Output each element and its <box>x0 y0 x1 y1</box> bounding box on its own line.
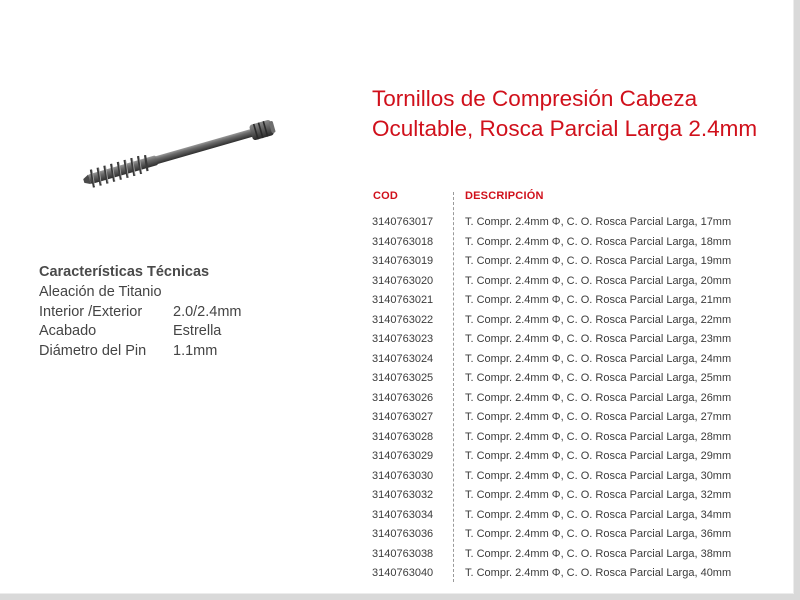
row-code: 3140763020 <box>372 274 434 287</box>
spec-row <box>39 322 242 342</box>
row-code: 3140763032 <box>372 489 434 501</box>
row-code: 3140763030 <box>372 469 434 482</box>
row-code: 3140763038 <box>372 547 434 560</box>
row-code: 3140763019 <box>372 255 434 267</box>
table-row <box>372 311 731 331</box>
row-description: T. Compr. 2.4mm Φ, C. O. Rosca Parcial Larga, 18mm <box>465 235 732 248</box>
row-description: T. Compr. 2.4mm Φ, C. O. Rosca Parcial Larga, 36mm <box>465 528 732 540</box>
row-description: T. Compr. 2.4mm Φ, C. O. Rosca Parcial Larga, 38mm <box>465 547 732 560</box>
row-description: T. Compr. 2.4mm Φ, C. O. Rosca Parcial Larga, 26mm <box>465 391 732 404</box>
row-description: T. Compr. 2.4mm Φ, C. O. Rosca Parcial Larga, 34mm <box>465 508 732 521</box>
row-code: 3140763024 <box>372 352 434 365</box>
row-description: T. Compr. 2.4mm Φ, C. O. Rosca Parcial Larga, 40mm <box>465 567 732 579</box>
row-code: 3140763040 <box>372 567 434 579</box>
row-code: 3140763017 <box>372 216 434 228</box>
table-row <box>372 350 731 370</box>
row-code: 3140763022 <box>372 313 434 326</box>
table-row <box>372 408 731 428</box>
row-code: 3140763027 <box>372 411 434 423</box>
specs-heading: Características Técnicas <box>39 264 210 280</box>
row-description: T. Compr. 2.4mm Φ, C. O. Rosca Parcial Larga, 19mm <box>465 255 732 267</box>
column-header-code: COD <box>373 190 399 202</box>
row-description: T. Compr. 2.4mm Φ, C. O. Rosca Parcial Larga, 28mm <box>465 430 732 443</box>
spec-row <box>39 283 242 303</box>
row-description: T. Compr. 2.4mm Φ, C. O. Rosca Parcial Larga, 23mm <box>465 333 732 345</box>
table-row <box>372 545 731 565</box>
row-code: 3140763034 <box>372 508 434 521</box>
spec-label: Aleación de Titanio <box>39 284 162 300</box>
table-row <box>372 506 731 526</box>
table-row <box>372 233 731 253</box>
spec-value: 1.1mm <box>173 342 218 359</box>
spec-value: Estrella <box>173 323 222 339</box>
row-code: 3140763029 <box>372 450 434 462</box>
row-code: 3140763018 <box>372 235 434 248</box>
product-table <box>372 213 731 584</box>
spec-value: 2.0/2.4mm <box>173 303 242 320</box>
table-row <box>372 467 731 487</box>
table-row <box>372 272 731 292</box>
technical-specs <box>39 262 242 361</box>
row-code: 3140763023 <box>372 333 434 345</box>
column-header-description: DESCRIPCIÓN <box>465 190 544 202</box>
spec-row <box>39 303 242 323</box>
spec-label: Diámetro del Pin <box>39 342 147 359</box>
table-row <box>372 330 731 350</box>
spec-label: Interior /Exterior <box>39 303 143 320</box>
table-row <box>372 291 731 311</box>
table-row <box>372 428 731 448</box>
row-description: T. Compr. 2.4mm Φ, C. O. Rosca Parcial Larga, 24mm <box>465 352 732 365</box>
row-description: T. Compr. 2.4mm Φ, C. O. Rosca Parcial Larga, 32mm <box>465 489 732 501</box>
row-code: 3140763028 <box>372 430 434 443</box>
row-description: T. Compr. 2.4mm Φ, C. O. Rosca Parcial Larga, 22mm <box>465 313 732 326</box>
row-description: T. Compr. 2.4mm Φ, C. O. Rosca Parcial Larga, 29mm <box>465 450 732 462</box>
row-description: T. Compr. 2.4mm Φ, C. O. Rosca Parcial Larga, 27mm <box>465 411 732 423</box>
table-row <box>372 389 731 409</box>
table-row <box>372 564 731 584</box>
row-description: T. Compr. 2.4mm Φ, C. O. Rosca Parcial Larga, 25mm <box>465 372 732 384</box>
spec-label: Acabado <box>39 323 97 339</box>
table-row <box>372 213 731 233</box>
table-row <box>372 486 731 506</box>
table-row <box>372 447 731 467</box>
table-row <box>372 525 731 545</box>
row-code: 3140763026 <box>372 391 434 404</box>
table-row <box>372 369 731 389</box>
row-code: 3140763025 <box>372 372 434 384</box>
screw-product-image <box>78 108 283 200</box>
row-description: T. Compr. 2.4mm Φ, C. O. Rosca Parcial Larga, 17mm <box>465 216 732 228</box>
row-description: T. Compr. 2.4mm Φ, C. O. Rosca Parcial Larga, 21mm <box>465 294 732 306</box>
table-row <box>372 252 731 272</box>
row-description: T. Compr. 2.4mm Φ, C. O. Rosca Parcial Larga, 20mm <box>465 274 732 287</box>
product-title: Tornillos de Compresión Cabeza Ocultable, Rosca Parcial Larga 2.4mm <box>372 86 758 141</box>
row-code: 3140763021 <box>372 294 434 306</box>
row-code: 3140763036 <box>372 528 434 540</box>
row-description: T. Compr. 2.4mm Φ, C. O. Rosca Parcial Larga, 30mm <box>465 469 732 482</box>
spec-row <box>39 342 242 362</box>
